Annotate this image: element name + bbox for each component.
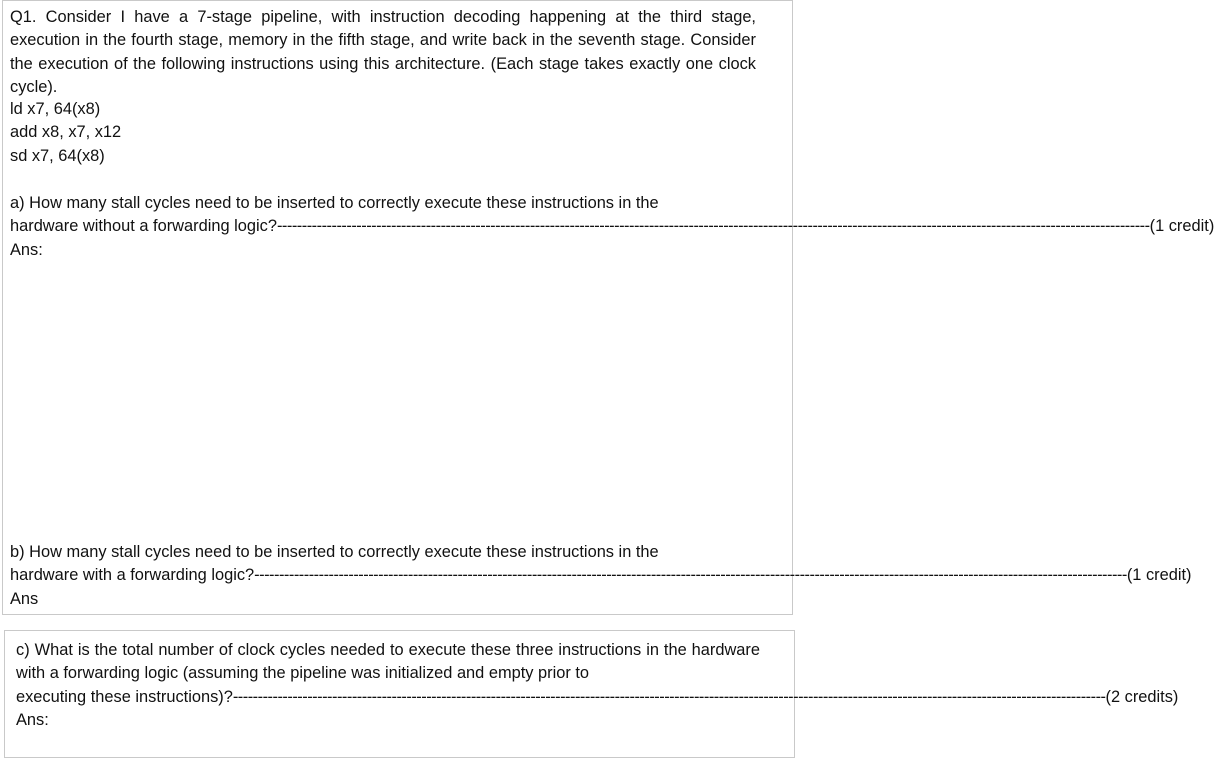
part-c-credit: (2 credits) [1105,687,1179,706]
part-c-question: c) What is the total number of clock cycles needed to execute these three instructions in the hardware with a forwarding logic (assuming the pipeline was initialized and empty prior to [16,641,760,683]
part-b-answer-label: Ans [10,589,39,608]
instruction-sd: sd x7, 64(x8) [10,146,105,165]
part-a-question: a) How many stall cycles need to be inserted to correctly execute these instructions in the [10,194,659,212]
part-b-question: b) How many stall cycles need to be inserted to correctly execute these instructions in the [10,543,659,561]
part-b-dash-leader: -------------------------------------------------------------------------------------------------------------------------------------------------------------------------------- [254,566,1127,585]
part-c-question-tail: executing these instructions)? [16,687,233,706]
part-b-credit: (1 credit) [1126,566,1192,585]
question-paragraph: Q1. Consider I have a 7-stage pipeline, with instruction decoding happening at the third stage, execution in the fourth stage, memory in the fifth stage, and write back in the seventh stage. Consider the execution of the following instructions using this architecture. (Each stage takes exactly one clock cycle). [10,8,756,96]
part-b-question-tail: hardware with a forwarding logic? [10,566,255,585]
instruction-list [10,98,310,168]
part-a-answer-label: Ans: [10,240,43,259]
instruction-ld: ld x7, 64(x8) [10,100,101,118]
part-a-dash-leader: -------------------------------------------------------------------------------------------------------------------------------------------------------------------------------- [276,217,1150,236]
part-c-answer-label: Ans: [16,710,49,729]
part-b [10,541,1192,611]
part-c [16,639,1179,732]
part-a [10,192,1214,262]
part-a-question-tail: hardware without a forwarding logic? [10,217,277,236]
part-c-dash-leader: -------------------------------------------------------------------------------------------------------------------------------------------------------------------------------- [232,687,1106,706]
question-text [10,6,756,99]
part-a-credit: (1 credit) [1149,217,1214,236]
part-a-question-end [10,215,1214,238]
instruction-add: add x8, x7, x12 [10,123,122,142]
part-b-question-end [10,564,1192,587]
part-c-question-end [16,686,1179,709]
